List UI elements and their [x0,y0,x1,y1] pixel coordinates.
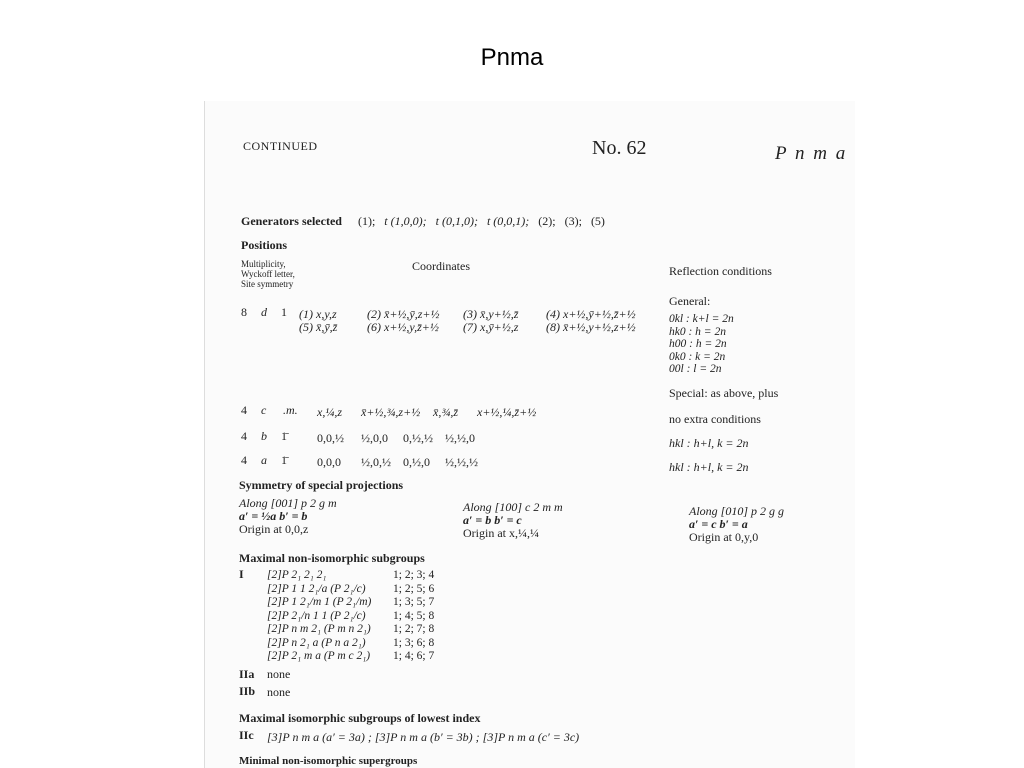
position-row-site: .m. [283,403,298,417]
coord: x̄,¾,z̄ [433,405,458,419]
coord: x+½,¼,z̄+½ [477,405,537,419]
positions-label: Positions [241,238,288,252]
position-row-mult: 8 [241,305,247,319]
generators-label: Generators selected [241,214,342,228]
coord: 0,0,½ [317,431,344,445]
minimal-noniso-label: Minimal non-isomorphic supergroups [239,755,418,767]
subgroup-ops-item: 1; 3; 5; 7 [393,596,435,608]
coordinates-header: Coordinates [412,259,470,273]
condition-line: hk0 : h = 2n [669,325,726,338]
coord: x̄+½,¾,z+½ [361,405,421,419]
position-row-mult: 4 [241,403,247,417]
reflection-conditions-header: Reflection conditions [669,264,772,278]
subgroup-name: [2]P n 2₁ a (P n a 2₁) [267,636,366,649]
position-row-site: 1̄ [281,429,287,443]
coord: ½,½,½ [445,455,478,469]
position-row-mult: 4 [241,453,247,467]
coord: (2) x̄+½,ȳ,z+½ [367,307,440,321]
projection-001: Along [001] p 2 g m a′ = ½a b′ = b Origin at 0,0,z [239,496,337,536]
generator-item: t (0,0,1); [486,214,530,228]
coord: (8) x̄+½,y+½,z+½ [546,320,636,334]
condition-line: 0k0 : k = 2n [669,350,726,363]
subgroup-names [267,569,371,664]
subgroup-name: [2]P 2₁ m a (P m c 2₁) [267,650,371,662]
generator-item: (1); [357,214,376,228]
coord: (3) x̄,y+½,z̄ [463,307,519,321]
group-number: No. 62 [592,137,647,159]
IIc-label: IIc [239,728,254,742]
projection-100: Along [100] c 2 m m a′ = b b′ = c Origin at x,¼,¼ [463,500,563,540]
subgroup-ops-item: 1; 2; 5; 6 [393,582,435,595]
position-row-mult: 4 [241,429,247,443]
IIb-value: none [267,685,291,699]
special-condition: hkl : h+l, k = 2n [669,460,749,474]
projection-010: Along [010] p 2 g g a′ = c b′ = a Origin at 0,y,0 [689,504,785,544]
subgroup-name: [2]P 1 1 2₁/a (P 2₁/c) [267,582,366,595]
position-row-letter: b [261,429,267,443]
subgroup-name: [2]P n m 2₁ (P m n 2₁) [267,623,371,635]
general-label: General: [669,294,711,308]
position-row-site: 1 [281,305,287,319]
coord: (7) x,ȳ+½,z [463,320,519,334]
subgroup-ops-item: 1; 4; 6; 7 [393,650,435,662]
coord: ½,0,0 [361,431,388,445]
subgroup-ops-item: 1; 3; 6; 8 [393,636,435,649]
IIa-label: IIa [239,667,255,681]
general-conditions [669,313,734,376]
subgroup-ops-item: 1; 2; 3; 4 [393,569,435,581]
subgroup-name: [2]P 2₁/n 1 1 (P 2₁/c) [267,609,366,622]
generator-item: (2); [538,214,556,228]
maximal-iso-label: Maximal isomorphic subgroups of lowest index [239,711,481,725]
subgroup-ops-item: 1; 4; 5; 8 [393,609,435,622]
coord: 0,0,0 [317,455,341,469]
generator-item: (3); [564,214,582,228]
special-condition: hkl : h+l, k = 2n [669,436,749,450]
coord: ½,½,0 [445,431,475,445]
subgroup-name: [2]P 1 2₁/m 1 (P 2₁/m) [267,596,372,608]
condition-line: 0kl : k+l = 2n [669,313,734,325]
subgroup-name: [2]P 2₁ 2₁ 2₁ [267,569,327,581]
coord: (1) x,y,z [299,307,337,321]
continued-label: CONTINUED [243,139,318,153]
coord: x,¼,z [317,405,342,419]
position-row-site: 1̄ [281,453,287,467]
IIc-value: [3]P n m a (a′ = 3a) ; [3]P n m a (b′ = 3b) ; [3]P n m a (c′ = 3c) [267,730,580,744]
coord: (4) x+½,ȳ+½,z̄+½ [546,307,636,321]
position-row-letter: c [261,403,267,417]
condition-line: 00l : l = 2n [669,363,722,375]
symmetry-projections-label: Symmetry of special projections [239,478,404,492]
class-I-label: I [239,567,244,581]
subgroup-ops [393,569,434,664]
position-row-letter: d [261,305,267,319]
generator-item: t (0,1,0); [435,214,478,228]
coord: 0,½,½ [403,431,433,445]
multiplicity-header: Multiplicity, Wyckoff letter, Site symmetry [241,259,295,289]
subgroup-ops-item: 1; 2; 7; 8 [393,623,435,635]
special-condition: no extra conditions [669,412,761,426]
generator-item: t (1,0,0); [384,214,427,228]
IIb-label: IIb [239,684,256,698]
maximal-noniso-label: Maximal non-isomorphic subgroups [239,551,425,565]
coord: (5) x̄,ȳ,z̄ [299,320,338,334]
generator-item: (5) [590,214,605,228]
scanned-page [204,101,855,768]
special-label: Special: as above, plus [669,386,779,400]
group-symbol: P n m a [775,143,848,164]
coord: ½,0,½ [361,455,391,469]
IIa-value: none [267,667,291,681]
coord: 0,½,0 [403,455,430,469]
generators-line [241,214,605,229]
coord: (6) x+½,y,z̄+½ [367,320,439,334]
slide-title: Pnma [480,44,544,71]
position-row-letter: a [261,453,267,467]
condition-line: h00 : h = 2n [669,338,727,350]
